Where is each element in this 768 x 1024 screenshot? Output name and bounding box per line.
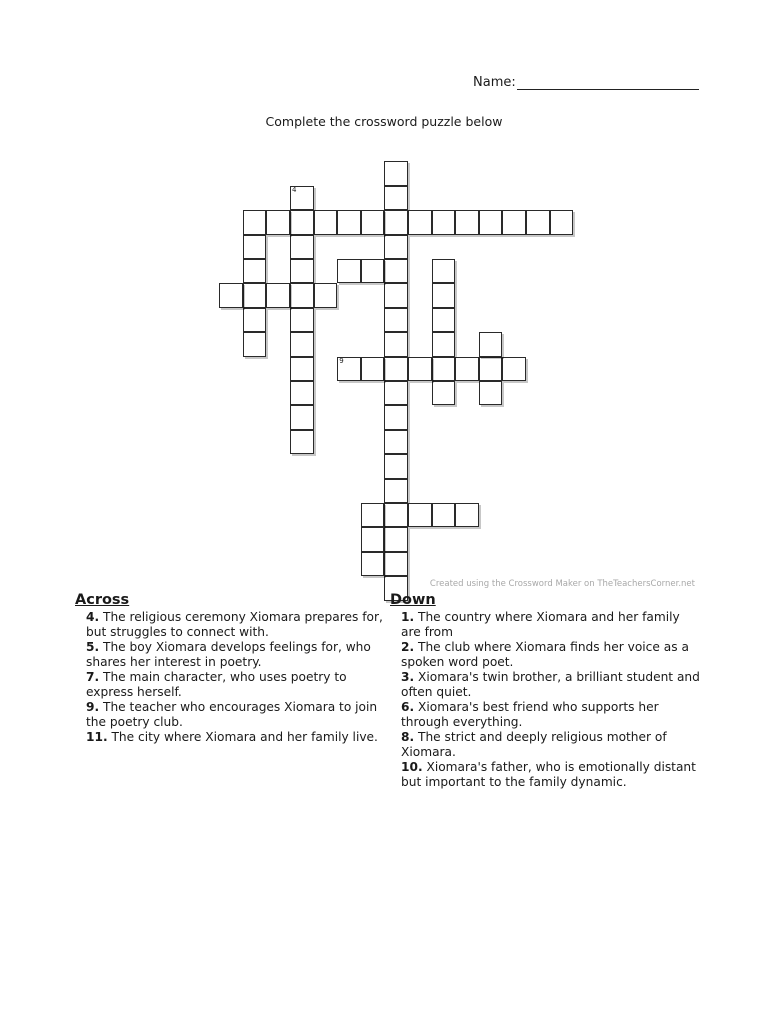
clue-item bbox=[75, 670, 385, 700]
crossword-cell[interactable] bbox=[384, 430, 408, 454]
down-clue-list bbox=[390, 610, 700, 790]
clue-number-label: 9 bbox=[339, 356, 344, 365]
crossword-cell[interactable] bbox=[290, 259, 314, 283]
crossword-cell[interactable] bbox=[243, 332, 267, 356]
clue-text: The main character, who uses poetry to express herself. bbox=[86, 670, 347, 699]
crossword-cell[interactable] bbox=[384, 259, 408, 283]
clue-text: Xiomara's best friend who supports her through everything. bbox=[401, 700, 659, 729]
crossword-cell[interactable] bbox=[384, 186, 408, 210]
clue-text: The strict and deeply religious mother of Xiomara. bbox=[401, 730, 667, 759]
crossword-cell[interactable] bbox=[361, 527, 385, 551]
puzzle-instructions: Complete the crossword puzzle below bbox=[265, 114, 503, 129]
crossword-cell[interactable] bbox=[243, 259, 267, 283]
clue-item bbox=[390, 700, 700, 730]
clue-item bbox=[75, 610, 385, 640]
clue-number: 7. bbox=[86, 670, 100, 684]
clue-item bbox=[75, 640, 385, 670]
crossword-cell[interactable] bbox=[266, 210, 290, 234]
crossword-cell[interactable] bbox=[384, 381, 408, 405]
clue-item bbox=[390, 670, 700, 700]
crossword-cell[interactable] bbox=[384, 454, 408, 478]
clue-number: 3. bbox=[401, 670, 415, 684]
clue-text: The city where Xiomara and her family live. bbox=[111, 730, 378, 744]
crossword-cell[interactable] bbox=[290, 235, 314, 259]
crossword-cell[interactable] bbox=[243, 235, 267, 259]
crossword-cell[interactable] bbox=[455, 503, 479, 527]
crossword-cell[interactable] bbox=[290, 186, 314, 210]
clue-number: 4. bbox=[86, 610, 100, 624]
down-clues bbox=[390, 593, 700, 790]
name-label: Name: bbox=[473, 75, 516, 90]
clue-number: 2. bbox=[401, 640, 415, 654]
crossword-cell[interactable] bbox=[361, 210, 385, 234]
crossword-cell[interactable] bbox=[290, 430, 314, 454]
crossword-cell[interactable] bbox=[290, 332, 314, 356]
crossword-cell[interactable] bbox=[384, 235, 408, 259]
crossword-cell[interactable] bbox=[502, 357, 526, 381]
clue-text: The boy Xiomara develops feelings for, who shares her interest in poetry. bbox=[86, 640, 371, 669]
clue-number: 6. bbox=[401, 700, 415, 714]
crossword-cell[interactable] bbox=[290, 405, 314, 429]
crossword-cell[interactable] bbox=[290, 381, 314, 405]
crossword-cell[interactable] bbox=[337, 259, 361, 283]
clue-number: 5. bbox=[86, 640, 100, 654]
across-clues bbox=[75, 593, 385, 745]
clue-text: Xiomara's father, who is emotionally distant but important to the family dynamic. bbox=[401, 760, 696, 789]
crossword-cell[interactable] bbox=[479, 357, 503, 381]
clue-number: 8. bbox=[401, 730, 415, 744]
crossword-cell[interactable] bbox=[432, 503, 456, 527]
crossword-cell[interactable] bbox=[432, 259, 456, 283]
crossword-cell[interactable] bbox=[361, 259, 385, 283]
crossword-cell[interactable] bbox=[243, 210, 267, 234]
across-clue-list bbox=[75, 610, 385, 745]
crossword-cell[interactable] bbox=[384, 283, 408, 307]
crossword-cell[interactable] bbox=[384, 332, 408, 356]
crossword-cell[interactable] bbox=[290, 210, 314, 234]
clue-text: The religious ceremony Xiomara prepares for, but struggles to connect with. bbox=[86, 610, 383, 639]
clue-item bbox=[390, 760, 700, 790]
crossword-cell[interactable] bbox=[479, 210, 503, 234]
crossword-cell[interactable] bbox=[314, 210, 338, 234]
clue-text: Xiomara's twin brother, a brilliant student and often quiet. bbox=[401, 670, 700, 699]
crossword-cell[interactable] bbox=[290, 357, 314, 381]
clue-text: The country where Xiomara and her family are from bbox=[401, 610, 680, 639]
crossword-cell[interactable] bbox=[337, 357, 361, 381]
crossword-cell[interactable] bbox=[432, 381, 456, 405]
down-heading: Down bbox=[390, 592, 436, 608]
crossword-cell[interactable] bbox=[384, 210, 408, 234]
crossword-cell[interactable] bbox=[550, 210, 574, 234]
crossword-cell[interactable] bbox=[479, 381, 503, 405]
crossword-cell[interactable] bbox=[408, 357, 432, 381]
crossword-cell[interactable] bbox=[314, 283, 338, 307]
crossword-cell[interactable] bbox=[432, 357, 456, 381]
crossword-cell[interactable] bbox=[408, 503, 432, 527]
crossword-cell[interactable] bbox=[384, 503, 408, 527]
crossword-cell[interactable] bbox=[384, 308, 408, 332]
clue-item bbox=[390, 610, 700, 640]
crossword-cell[interactable] bbox=[526, 210, 550, 234]
clue-number: 1. bbox=[401, 610, 415, 624]
clue-text: The teacher who encourages Xiomara to join the poetry club. bbox=[86, 700, 378, 729]
crossword-cell[interactable] bbox=[384, 527, 408, 551]
crossword-cell[interactable] bbox=[502, 210, 526, 234]
clue-text: The club where Xiomara finds her voice as a spoken word poet. bbox=[401, 640, 689, 669]
crossword-cell[interactable] bbox=[243, 308, 267, 332]
crossword-cell[interactable] bbox=[384, 161, 408, 185]
crossword-cell[interactable] bbox=[361, 503, 385, 527]
crossword-cell[interactable] bbox=[384, 357, 408, 381]
credit-text: Created using the Crossword Maker on TheTeachersCorner.net bbox=[429, 579, 695, 589]
crossword-cell[interactable] bbox=[266, 283, 290, 307]
clue-item bbox=[75, 700, 385, 730]
crossword-cell[interactable] bbox=[290, 308, 314, 332]
clue-number: 9. bbox=[86, 700, 100, 714]
across-heading: Across bbox=[75, 592, 130, 608]
crossword-cell[interactable] bbox=[337, 210, 361, 234]
crossword-cell[interactable] bbox=[219, 283, 243, 307]
crossword-cell[interactable] bbox=[384, 405, 408, 429]
crossword-cell[interactable] bbox=[432, 332, 456, 356]
crossword-cell[interactable] bbox=[384, 552, 408, 576]
crossword-cell[interactable] bbox=[290, 283, 314, 307]
crossword-cell[interactable] bbox=[432, 210, 456, 234]
crossword-cell[interactable] bbox=[432, 308, 456, 332]
crossword-cell[interactable] bbox=[479, 332, 503, 356]
clue-item bbox=[75, 730, 385, 745]
clue-number: 11. bbox=[86, 730, 108, 744]
crossword-cell[interactable] bbox=[455, 210, 479, 234]
crossword-cell[interactable] bbox=[432, 283, 456, 307]
crossword-cell[interactable] bbox=[361, 552, 385, 576]
clue-item bbox=[390, 640, 700, 670]
clue-number-label: 4 bbox=[292, 185, 297, 194]
crossword-cell[interactable] bbox=[384, 479, 408, 503]
clue-item bbox=[390, 730, 700, 760]
crossword-cell[interactable] bbox=[361, 357, 385, 381]
crossword-cell[interactable] bbox=[455, 357, 479, 381]
crossword-cell[interactable] bbox=[408, 210, 432, 234]
clue-number: 10. bbox=[401, 760, 423, 774]
crossword-cell[interactable] bbox=[243, 283, 267, 307]
